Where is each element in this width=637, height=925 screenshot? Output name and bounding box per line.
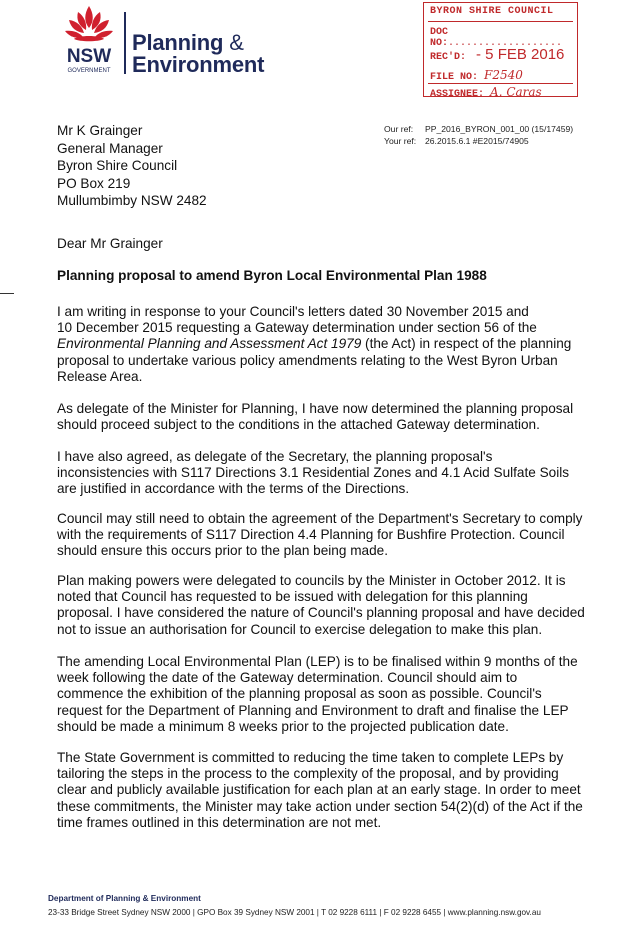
svg-text:GOVERNMENT: GOVERNMENT	[67, 68, 111, 74]
logo-divider	[124, 12, 126, 74]
body-paragraph: Council may still need to obtain the agreement of the Department's Secretary to comply with the requirements of S117 Direction 4.4 Planning for Bushfire Protection. Council should ensure this occurs prior to the plan being made.	[57, 511, 583, 559]
svg-text:NSW: NSW	[66, 46, 112, 67]
recipient-address	[57, 122, 207, 210]
body-paragraph: The amending Local Environmental Plan (LEP) is to be finalised within 9 months of the week following the date of the Gateway determination. Council should aim to commence the exhibition of the planning proposal as soon as possible. Council's request for the Department of Planning and Environment to draft and finalise the LEP should be made a minimum 8 weeks prior to the projected publication date.	[57, 654, 578, 734]
department-name-line2: Environment	[132, 52, 265, 77]
recipient-po-box: PO Box 219	[57, 175, 131, 191]
stamp-doc-no: DOC NO:...................	[430, 27, 563, 49]
body-paragraph: The State Government is committed to reducing the time taken to complete LEPs by tailoring the steps in the process to the complexity of the proposal, and by providing clear and publicly available justification for each plan at an early stage. In order to meet these commitments, the Minister may take action under section 54(2)(d) of the Act if the time frames outlined in this determination are not met.	[57, 750, 583, 830]
stamp-divider	[428, 83, 573, 84]
recipient-name: Mr K Grainger	[57, 123, 143, 138]
our-reference: Our ref: PP_2016_BYRON_001_00 (15/17459)	[384, 124, 574, 134]
waratah-icon	[56, 4, 122, 76]
subject-heading: Planning proposal to amend Byron Local Environmental Plan 1988	[57, 268, 487, 283]
footer-contact-details: 23-33 Bridge Street Sydney NSW 2000 | GPO Box 39 Sydney NSW 2001 | T 02 9228 6111 | F 02 9228 6455 | www.planning.nsw.gov.au	[48, 908, 541, 917]
recipient-organisation: Byron Shire Council	[57, 158, 178, 173]
nsw-government-logo	[56, 4, 122, 76]
stamp-title: BYRON SHIRE COUNCIL	[430, 6, 554, 17]
salutation: Dear Mr Grainger	[57, 236, 163, 251]
fold-mark	[0, 293, 14, 294]
stamp-file-no: FILE NO: F2540	[430, 68, 523, 83]
department-name-line1: Planning &	[132, 30, 244, 55]
body-paragraph: Plan making powers were delegated to councils by the Minister in October 2012. It is noted that Council has requested to be issued with delegation for this planning proposal. I have considered the nature of Council's planning proposal and have decided not to issue an authorisation for Council to exercise delegation to make this plan.	[57, 573, 585, 637]
reference-numbers	[384, 124, 573, 147]
your-reference: Your ref: 26.2015.6.1 #E2015/74905	[384, 135, 529, 146]
stamp-received-date: REC'D: - 5 FEB 2016	[430, 46, 565, 63]
body-paragraph: As delegate of the Minister for Planning, I have now determined the planning proposal should proceed subject to the conditions in the attached Gateway determination.	[57, 401, 574, 433]
body-paragraph: I am writing in response to your Council's letters dated 30 November 2015 and 10 December 2015 requesting a Gateway determination under section 56 of the Environmental Planning and Assessment Act 1979 (the Act) in respect of the planning proposal to undertake various policy amendments relating to the West Byron Urban Release Area.	[57, 304, 572, 384]
recipient-locality: Mullumbimby NSW 2482	[57, 193, 207, 208]
stamp-divider	[428, 21, 573, 22]
received-stamp	[423, 2, 578, 100]
recipient-title: General Manager	[57, 140, 163, 156]
footer-department: Department of Planning & Environment	[48, 894, 201, 903]
act-title: Environmental Planning and Assessment Act 1979	[57, 336, 362, 352]
stamp-assignee: ASSIGNEE: A. Caras	[430, 85, 542, 100]
body-paragraph: I have also agreed, as delegate of the Secretary, the planning proposal's inconsistencies with S117 Directions 3.1 Residential Zones and 4.1 Acid Sulfate Soils are justified in accordance with the terms of the Directions.	[57, 449, 570, 497]
